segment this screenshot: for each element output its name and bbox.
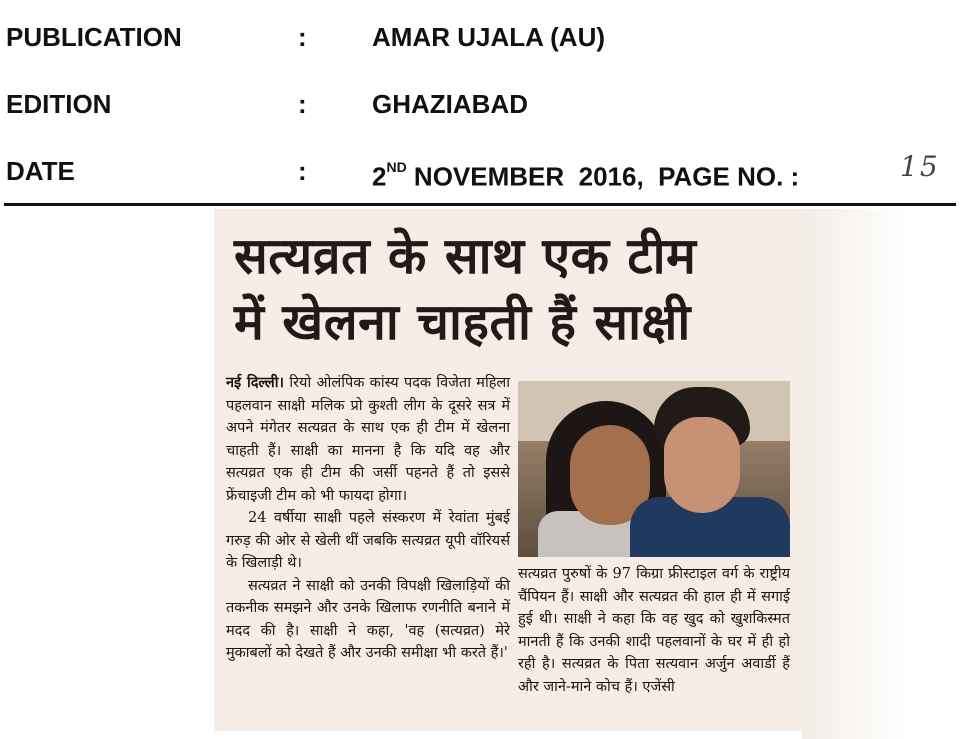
article-headline [234,223,794,355]
date-separator: : [298,156,307,186]
headline-line-2: में खेलना चाहती हैं साक्षी [234,293,691,351]
newspaper-clipping [214,209,802,731]
publication-value: AMAR UJALA (AU) [372,22,606,52]
publication-row [6,20,966,54]
article-paragraph-3: सत्यव्रत ने साक्षी को उनकी विपक्षी खिलाड़ियों की तकनीक समझने और उनके खिलाफ रणनीति बनाने में मदद की है। साक्षी ने कहा, 'वह (सत्यव्रत) मेरे मुकाबलों को देखते हैं और उनकी समीक्षा भी करते हैं।' [226,577,510,661]
edition-row [6,87,966,121]
handwritten-page-number: 15 [900,150,940,183]
edition-separator: : [298,89,307,119]
scan-margin [802,209,980,739]
article-paragraph-2: 24 वर्षीया साक्षी पहले संस्करण में रेवांता मुंबई गरुड़ की ओर से खेली थीं जबकि सत्यव्रत यूपी वॉरियर्स के खिलाड़ी थे। [226,510,510,571]
date-suffix: ND [386,159,407,175]
article-photo [518,381,790,557]
article-dateline: नई दिल्ली। [226,374,285,391]
publication-separator: : [298,22,307,52]
article-paragraph-4: सत्यव्रत पुरुषों के 97 किग्रा फ्रीस्टाइल वर्ग के राष्ट्रीय चैंपियन हैं। साक्षी और सत्यव्रत की हाल ही में सगाई हुई थी। साक्षी ने कहा कि वह खुद को खुशकिस्मत मानती हैं कि उनकी शादी पहलवानों के घर में ही हो रही है। सत्यव्रत के पिता सत्यवान अर्जुन अवार्डी हैं और जाने-माने कोच हैं। एजेंसी [518,566,790,695]
headline-line-1: सत्यव्रत के साथ एक टीम [234,227,697,285]
article-paragraph-1 [226,372,510,507]
header-divider [4,203,956,206]
edition-value: GHAZIABAD [372,89,528,119]
publication-label: PUBLICATION [6,22,182,52]
article-column-left [226,372,510,665]
date-day: 2 [372,161,387,192]
date-rest: NOVEMBER 2016, PAGE NO. : [406,161,800,192]
photo-person-2-face [664,417,740,513]
article-column-right [518,563,790,698]
edition-label: EDITION [6,89,112,119]
date-row [6,154,966,192]
date-value [372,154,799,194]
paragraph-1-text: रियो ओलंपिक कांस्य पदक विजेता महिला पहलवान साक्षी मलिक प्रो कुश्ती लीग के दूसरे सत्र में अपने मंगेतर सत्यव्रत के साथ एक ही टीम में खेलना चाहती हैं। साक्षी का मानना है कि यदि वह और सत्यव्रत एक ही टीम की जर्सी पहनते हैं तो इससे फ्रेंचाइजी टीम को भी फायदा होगा। [226,375,511,504]
date-label: DATE [6,156,75,186]
